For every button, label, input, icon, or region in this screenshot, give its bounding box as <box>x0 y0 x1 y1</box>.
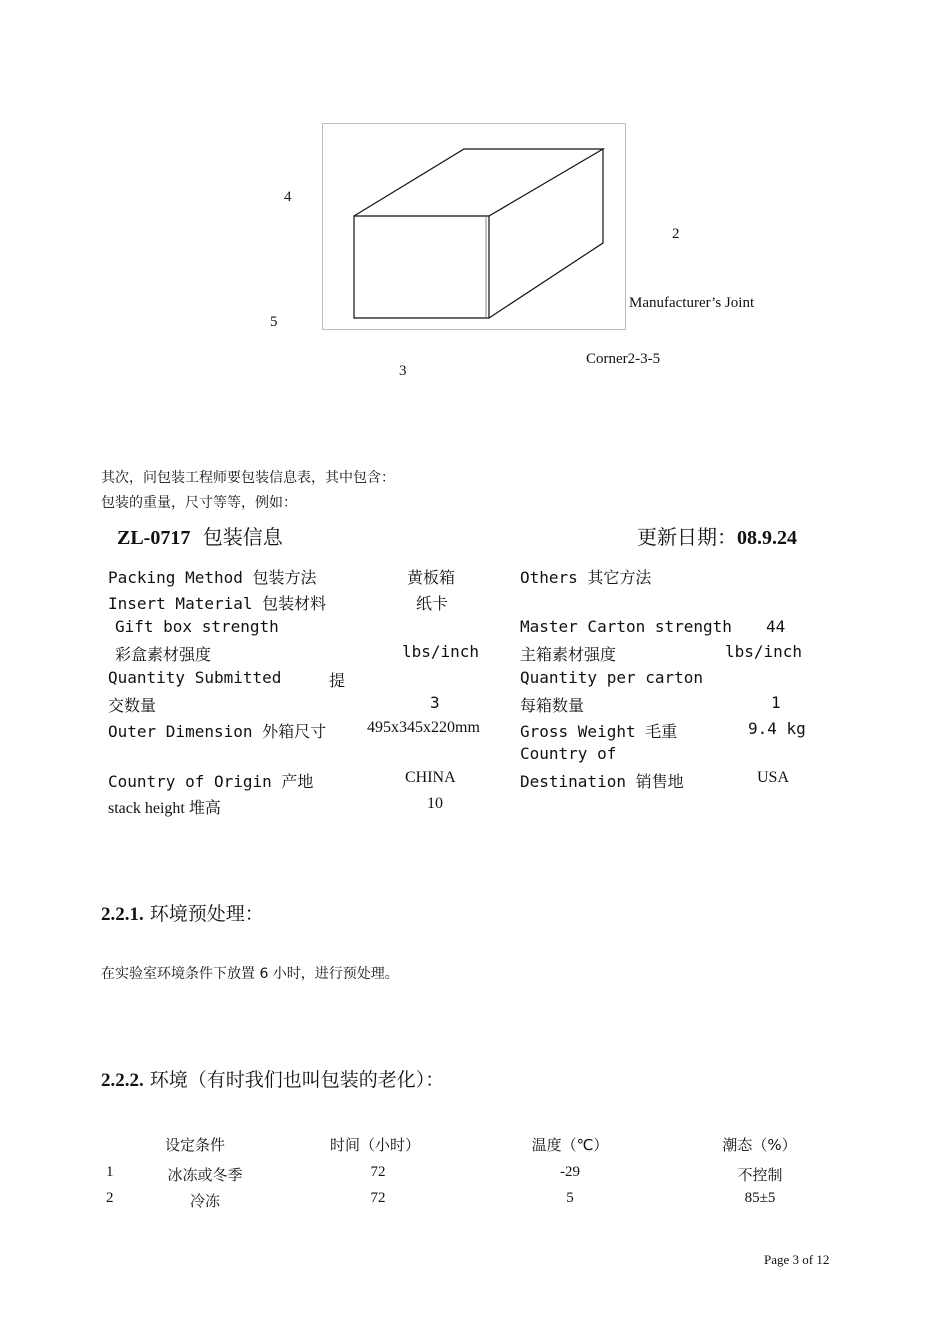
section-221-body: 在实验室环境条件下放置 6 小时，进行预处理。 <box>101 966 399 982</box>
qty-per-carton-label-en: Quantity per carton <box>520 668 704 687</box>
table-header-humidity: 潮态（%） <box>722 1136 797 1154</box>
country-destination-label-en: Country of <box>520 744 617 763</box>
country-origin-label: Country of Origin 产地 <box>108 772 314 791</box>
box-front-face <box>354 216 489 318</box>
model-number: ZL-0717 <box>117 527 191 549</box>
qty-submitted-char: 提 <box>329 671 346 690</box>
country-destination-value: USA <box>757 769 790 786</box>
page-label: Page <box>764 1252 790 1267</box>
page-of-label: of <box>802 1252 814 1267</box>
table-header-temperature: 温度（℃） <box>531 1136 609 1154</box>
diagram-label-2: 2 <box>672 226 680 242</box>
packing-method-value: 黄板箱 <box>407 568 456 587</box>
gift-box-value: lbs/inch <box>402 642 480 661</box>
section-221-number: 2.2.1. <box>101 904 144 925</box>
update-label: 更新日期： <box>637 525 737 549</box>
table-row-1-index: 1 <box>106 1164 114 1180</box>
table-row-1-temperature: -29 <box>560 1164 580 1180</box>
section-222-number: 2.2.2. <box>101 1070 144 1091</box>
diagram-label-5: 5 <box>270 314 278 330</box>
diagram-label-4: 4 <box>284 189 292 205</box>
table-row-2-condition: 冷冻 <box>189 1192 220 1210</box>
others-label: Others 其它方法 <box>520 568 652 587</box>
qty-submitted-value: 3 <box>430 693 440 712</box>
page-total: 12 <box>816 1252 830 1267</box>
box-diagram <box>0 0 950 420</box>
stack-height-value: 10 <box>427 795 443 812</box>
update-date <box>637 521 797 550</box>
table-row-1-humidity: 不控制 <box>737 1166 783 1184</box>
page-number: 3 <box>792 1252 800 1267</box>
table-row-2-temperature: 5 <box>566 1190 574 1206</box>
diagram-label-corner: Corner2-3-5 <box>586 351 661 367</box>
box-side-face <box>489 149 603 318</box>
section-221-heading <box>101 899 264 926</box>
gross-weight-value: 9.4 kg <box>748 719 806 738</box>
qty-per-carton-label-cn: 每箱数量 <box>520 696 585 715</box>
section-221-title: 环境预处理： <box>149 903 264 925</box>
packing-info-title <box>117 521 283 550</box>
intro-line-2: 包装的重量，尺寸等等，例如： <box>101 495 297 511</box>
box-top-face <box>354 149 603 216</box>
table-row-1-time: 72 <box>370 1164 386 1180</box>
table-header-time: 时间（小时） <box>329 1136 420 1154</box>
country-origin-value: CHINA <box>405 769 456 786</box>
page-footer <box>764 1252 829 1268</box>
outer-dimension-value: 495x345x220mm <box>367 719 480 736</box>
section-222-title: 环境（有时我们也叫包装的老化）： <box>149 1069 445 1091</box>
qty-per-carton-value: 1 <box>771 693 781 712</box>
section-222-heading <box>101 1065 444 1092</box>
packing-method-label: Packing Method 包装方法 <box>108 568 317 587</box>
master-carton-value-unit: lbs/inch <box>725 642 803 661</box>
table-row-1-condition: 冰冻或冬季 <box>167 1166 243 1184</box>
stack-height-label: stack height 堆高 <box>108 800 221 817</box>
insert-material-label: Insert Material 包装材料 <box>108 594 327 613</box>
table-row-2-index: 2 <box>106 1190 114 1206</box>
table-row-2-time: 72 <box>370 1190 386 1206</box>
master-carton-label-cn: 主箱素材强度 <box>520 645 617 664</box>
intro-line-1: 其次，问包装工程师要包装信息表，其中包含： <box>101 470 395 486</box>
packing-info-cn: 包装信息 <box>202 525 283 549</box>
outer-dimension-label: Outer Dimension 外箱尺寸 <box>108 722 327 741</box>
master-carton-label-en: Master Carton strength <box>520 617 732 636</box>
qty-submitted-label-cn: 交数量 <box>108 696 157 715</box>
update-value: 08.9.24 <box>737 527 797 549</box>
table-row-2-humidity: 85±5 <box>744 1190 776 1206</box>
qty-submitted-label-en: Quantity Submitted <box>108 668 282 687</box>
gift-box-label-en: Gift box strength <box>115 617 279 636</box>
diagram-label-manufacturer-joint: Manufacturer’s Joint <box>629 295 755 311</box>
table-header-condition: 设定条件 <box>164 1136 225 1154</box>
gift-box-label-cn: 彩盒素材强度 <box>115 645 212 664</box>
country-destination-label-cn: Destination 销售地 <box>520 772 684 791</box>
insert-material-value: 纸卡 <box>416 594 449 613</box>
diagram-label-3: 3 <box>399 363 407 379</box>
gross-weight-label: Gross Weight 毛重 <box>520 722 678 741</box>
master-carton-value-num: 44 <box>766 617 786 636</box>
